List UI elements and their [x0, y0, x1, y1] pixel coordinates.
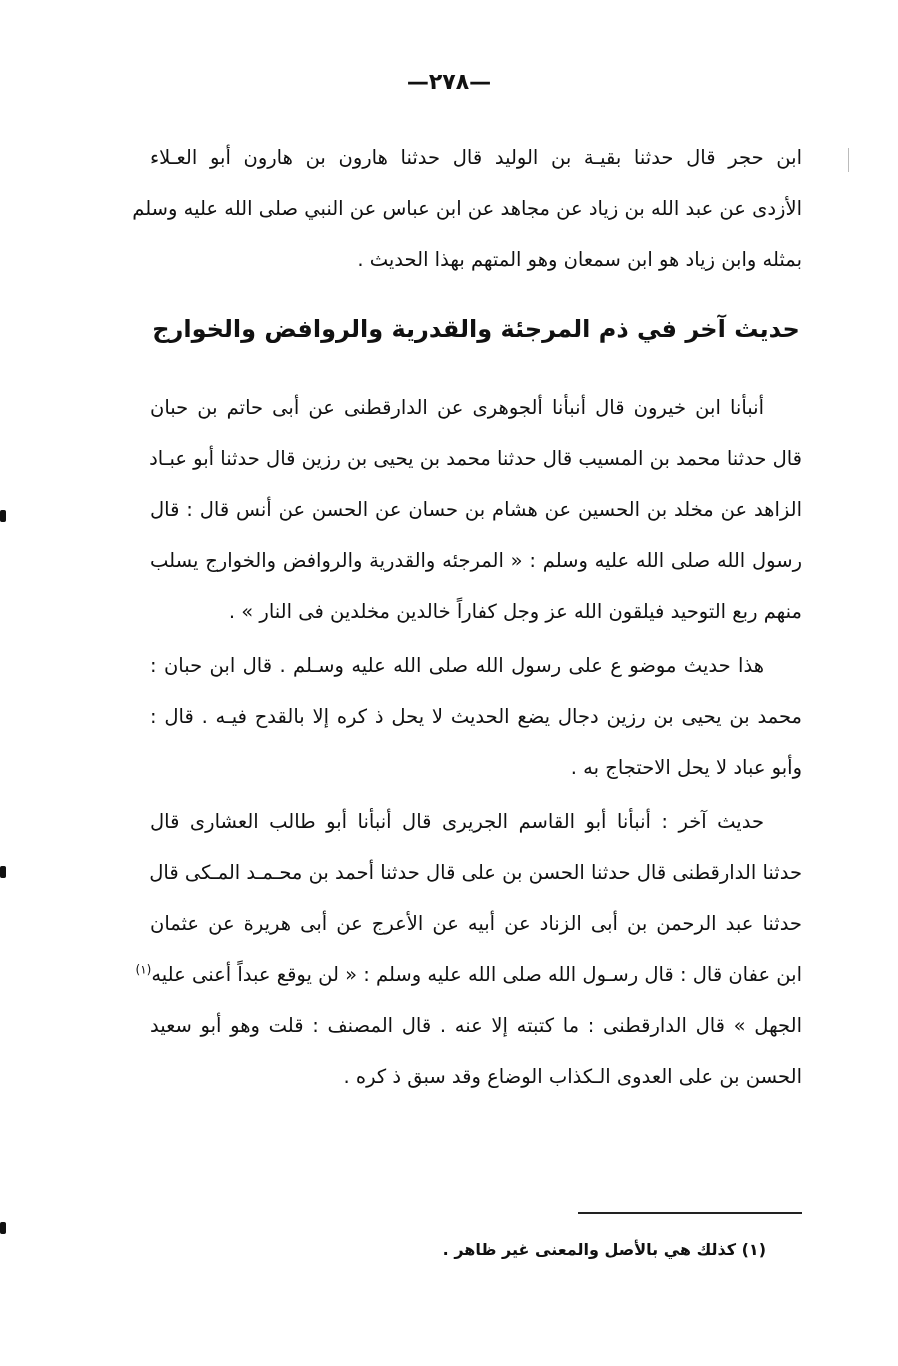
section-heading: حديث آخر في ذم المرجئة والقدرية والروافض والخوارج	[152, 315, 800, 343]
text-line: الحسن بن على العدوى الـكذاب الوضاع وقد سبق ذ كره .	[343, 1065, 802, 1088]
footnote-separator	[578, 1212, 802, 1214]
text-line: محمد بن يحيى بن رزين دجال يضع الحديث لا يحل ذ كره إلا بالقدح فيـه . قال :	[150, 705, 802, 728]
text-line: أنبأنا ابن خيرون قال أنبأنا ألجوهرى عن الدارقطنى عن أبى حاتم بن حبان	[150, 396, 764, 419]
text-line: الجهل » قال الدارقطنى : ما كتبته إلا عنه . قال المصنف : قلت وهو أبو سعيد	[150, 1014, 802, 1037]
scan-edge-mark	[0, 1222, 6, 1234]
footnote-marker: (١)	[135, 962, 152, 977]
text-line	[135, 949, 802, 1000]
footnote: (١) كذلك هي بالأصل والمعنى غير ظاهر .	[442, 1240, 766, 1259]
scan-edge-mark	[0, 866, 6, 878]
paragraph-hadith-jahl	[135, 796, 802, 1102]
text-line: هذا حديث موضو ع على رسول الله صلى الله عليه وسـلم . قال ابن حبان :	[150, 654, 764, 677]
text-line: بمثله وابن زياد هو ابن سمعان وهو المتهم بهذا الحديث .	[357, 248, 802, 271]
text-line: وأبو عباد لا يحل الاحتجاج به .	[570, 756, 802, 779]
page-number: —٢٧٨—	[406, 70, 492, 95]
text-line: قال حدثنا محمد بن المسيب قال حدثنا محمد بن يحيى بن رزين قال حدثنا أبو عبـاد	[149, 447, 802, 470]
text-line: ابن حجر قال حدثنا بقيـة بن الوليد قال حدثنا هارون بن هارون أبو العـلاء	[150, 146, 802, 169]
margin-mark	[848, 148, 849, 172]
text-line: حديث آخر : أنبأنا أبو القاسم الجريرى قال أنبأنا أبو طالب العشارى قال	[150, 810, 764, 833]
paragraph-isnad-continuation	[132, 132, 802, 285]
text-line: حدثنا عبد الرحمن بن أبى الزناد عن أبيه عن الأعرج عن أبى هريرة عن عثمان	[150, 912, 802, 935]
paragraph-hadith-murjia	[150, 382, 802, 637]
text-line: منهم ربع التوحيد فيلقون الله عز وجل كفاراً خالدين مخلدين فى النار » .	[228, 600, 802, 623]
text-line: الزاهد عن مخلد بن الحسين عن هشام بن حسان عن الحسن عن أنس قال : قال	[150, 498, 802, 521]
text-line: حدثنا الدارقطنى قال حدثنا الحسن بن على قال حدثنا أحمد بن محـمـد المـكى قال	[149, 861, 802, 884]
scan-edge-mark	[0, 510, 6, 522]
text-line-body: ابن عفان قال : قال رسـول الله صلى الله عليه وسلم : « لن يوقع عبداً أعنى عليه	[151, 963, 802, 986]
text-line: الأزدى عن عبد الله بن زياد عن مجاهد عن ابن عباس عن النبي صلى الله عليه وسلم	[132, 197, 802, 220]
text-line: رسول الله صلى الله عليه وسلم : « المرجئه والقدرية والروافض والخوارج يسلب	[150, 549, 802, 572]
paragraph-grading	[150, 640, 802, 793]
